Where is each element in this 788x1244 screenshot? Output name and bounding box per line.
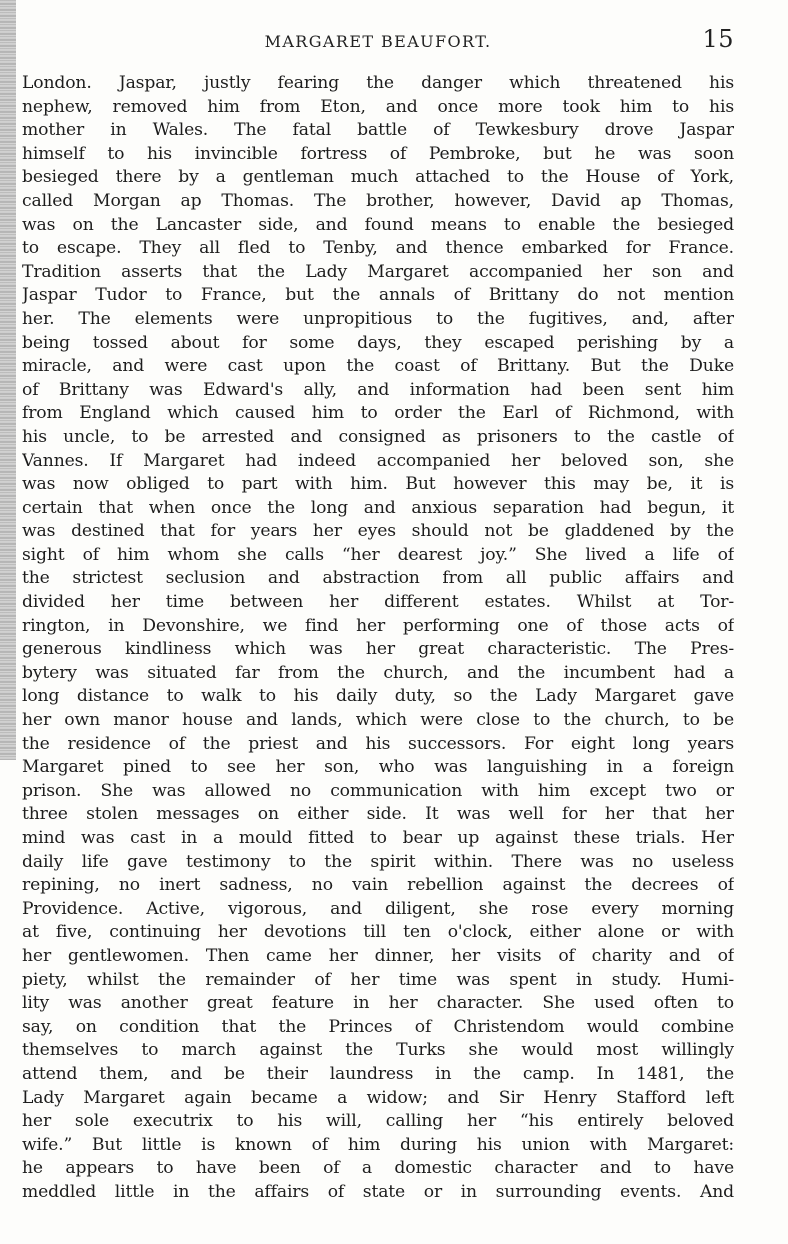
running-head: MARGARET BEAUFORT. bbox=[264, 32, 492, 51]
text-line: daily life gave testimony to the spirit within. There was no useless bbox=[22, 851, 734, 872]
text-line: generous kindliness which was her great characteristic. The Pres- bbox=[22, 639, 734, 660]
text-line: Vannes. If Margaret had indeed accompanied her beloved son, she bbox=[22, 450, 734, 471]
text-line: of Brittany was Edward's ally, and information had been sent him bbox=[22, 379, 734, 400]
page-header bbox=[22, 22, 734, 60]
text-line: to escape. They all fled to Tenby, and thence embarked for France. bbox=[22, 238, 734, 259]
text-line: Margaret pined to see her son, who was languishing in a foreign bbox=[22, 757, 734, 778]
text-line: Tradition asserts that the Lady Margaret accompanied her son and bbox=[22, 261, 734, 282]
text-line: his uncle, to be arrested and consigned as prisoners to the castle of bbox=[22, 426, 734, 447]
text-line: was on the Lancaster side, and found means to enable the besieged bbox=[22, 214, 734, 235]
text-line: Jaspar Tudor to France, but the annals of Brittany do not mention bbox=[22, 285, 734, 306]
text-line: attend them, and be their laundress in the camp. In 1481, the bbox=[22, 1063, 734, 1084]
text-line: mind was cast in a mould fitted to bear up against these trials. Her bbox=[22, 828, 734, 848]
text-line: lity was another great feature in her character. She used often to bbox=[22, 993, 734, 1014]
text-line: London. Jaspar, justly fearing the danger which threatened his bbox=[22, 73, 734, 93]
page-number: 15 bbox=[702, 25, 734, 53]
text-line: long distance to walk to his daily duty, so the Lady Margaret gave bbox=[22, 686, 734, 707]
text-line: he appears to have been of a domestic character and to have bbox=[22, 1158, 734, 1179]
text-line: miracle, and were cast upon the coast of Brittany. But the Duke bbox=[22, 356, 734, 377]
text-line: bytery was situated far from the church, and the incumbent had a bbox=[22, 662, 734, 683]
text-line: piety, whilst the remainder of her time was spent in study. Humi- bbox=[22, 969, 734, 990]
text-line: was now obliged to part with him. But however this may be, it is bbox=[22, 474, 734, 495]
text-line: the strictest seclusion and abstraction from all public affairs and bbox=[22, 568, 734, 589]
text-line: themselves to march against the Turks she would most willingly bbox=[22, 1040, 734, 1061]
text-line: meddled little in the affairs of state or in surrounding events. And bbox=[22, 1181, 734, 1202]
text-line: himself to his invincible fortress of Pembroke, but he was soon bbox=[22, 143, 734, 164]
text-line: prison. She was allowed no communication with him except two or bbox=[22, 780, 734, 801]
text-line: Lady Margaret again became a widow; and Sir Henry Stafford left bbox=[22, 1087, 734, 1108]
text-line: certain that when once the long and anxious separation had begun, it bbox=[22, 497, 734, 518]
text-line: repining, no inert sadness, no vain rebellion against the decrees of bbox=[22, 875, 734, 896]
text-line: Providence. Active, vigorous, and diligent, she rose every morning bbox=[22, 898, 734, 919]
text-line: called Morgan ap Thomas. The brother, however, David ap Thomas, bbox=[22, 190, 734, 211]
text-line: besieged there by a gentleman much attached to the House of York, bbox=[22, 167, 734, 188]
text-line: her. The elements were unpropitious to the fugitives, and, after bbox=[22, 308, 734, 329]
text-line: her gentlewomen. Then came her dinner, her visits of charity and of bbox=[22, 945, 734, 966]
text-line: the residence of the priest and his successors. For eight long years bbox=[22, 733, 734, 754]
text-line: divided her time between her different estates. Whilst at Tor- bbox=[22, 592, 734, 613]
text-line: mother in Wales. The fatal battle of Tewkesbury drove Jaspar bbox=[22, 120, 734, 141]
text-line: her own manor house and lands, which were close to the church, to be bbox=[22, 710, 734, 731]
text-line: wife.” But little is known of him during his union with Margaret: bbox=[22, 1134, 734, 1155]
text-line: her sole executrix to his will, calling her “his entirely beloved bbox=[22, 1111, 734, 1132]
body-text bbox=[22, 72, 734, 1205]
text-line: three stolen messages on either side. It was well for her that her bbox=[22, 804, 734, 825]
text-line: nephew, removed him from Eton, and once more took him to his bbox=[22, 96, 734, 117]
text-line: sight of him whom she calls “her dearest joy.” She lived a life of bbox=[22, 544, 734, 565]
page-gutter-shadow bbox=[0, 0, 16, 760]
text-line: was destined that for years her eyes should not be gladdened by the bbox=[22, 521, 734, 542]
text-line: from England which caused him to order the Earl of Richmond, with bbox=[22, 403, 734, 424]
text-line: rington, in Devonshire, we find her performing one of those acts of bbox=[22, 615, 734, 636]
text-line: at five, continuing her devotions till ten o'clock, either alone or with bbox=[22, 922, 734, 943]
text-line: being tossed about for some days, they escaped perishing by a bbox=[22, 332, 734, 353]
text-line: say, on condition that the Princes of Christendom would combine bbox=[22, 1016, 734, 1037]
